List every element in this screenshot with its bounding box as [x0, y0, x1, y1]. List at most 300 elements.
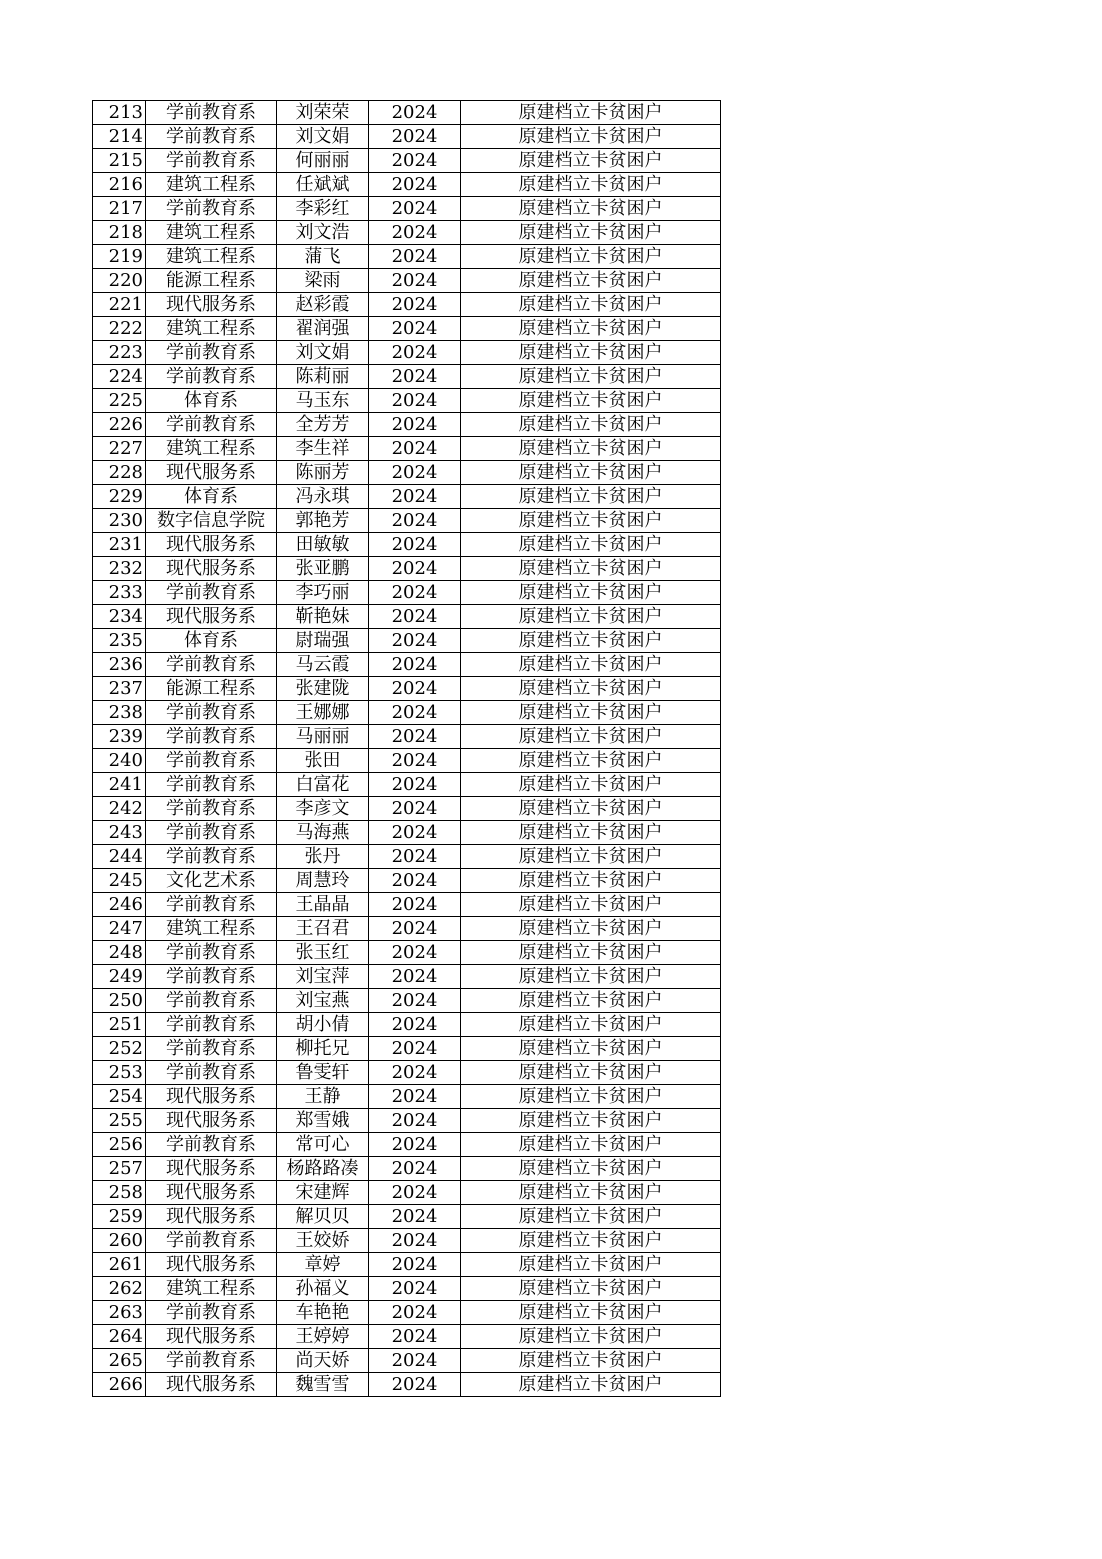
table-row [93, 1061, 721, 1085]
year-cell: 2024 [369, 1157, 461, 1181]
department-cell: 学前教育系 [146, 845, 277, 869]
table-row [93, 173, 721, 197]
table-row [93, 1301, 721, 1325]
year-cell: 2024 [369, 917, 461, 941]
table-row [93, 437, 721, 461]
student-name-cell: 刘荣荣 [277, 101, 369, 125]
student-name-cell: 郭艳芳 [277, 509, 369, 533]
department-cell: 现代服务系 [146, 293, 277, 317]
table-row [93, 989, 721, 1013]
table-row [93, 485, 721, 509]
aid-category-cell: 原建档立卡贫困户 [461, 797, 721, 821]
department-cell: 学前教育系 [146, 701, 277, 725]
student-name-cell: 王婷婷 [277, 1325, 369, 1349]
row-number-cell: 228 [93, 461, 146, 485]
aid-category-cell: 原建档立卡贫困户 [461, 365, 721, 389]
row-number-cell: 244 [93, 845, 146, 869]
row-number-cell: 217 [93, 197, 146, 221]
row-number-cell: 221 [93, 293, 146, 317]
year-cell: 2024 [369, 725, 461, 749]
year-cell: 2024 [369, 389, 461, 413]
year-cell: 2024 [369, 101, 461, 125]
year-cell: 2024 [369, 245, 461, 269]
department-cell: 学前教育系 [146, 653, 277, 677]
row-number-cell: 223 [93, 341, 146, 365]
row-number-cell: 253 [93, 1061, 146, 1085]
aid-category-cell: 原建档立卡贫困户 [461, 1109, 721, 1133]
table-row [93, 149, 721, 173]
year-cell: 2024 [369, 941, 461, 965]
aid-category-cell: 原建档立卡贫困户 [461, 1349, 721, 1373]
table-row [93, 1373, 721, 1397]
aid-category-cell: 原建档立卡贫困户 [461, 869, 721, 893]
year-cell: 2024 [369, 989, 461, 1013]
table-row [93, 1013, 721, 1037]
row-number-cell: 248 [93, 941, 146, 965]
row-number-cell: 226 [93, 413, 146, 437]
row-number-cell: 246 [93, 893, 146, 917]
row-number-cell: 263 [93, 1301, 146, 1325]
student-name-cell: 张建陇 [277, 677, 369, 701]
aid-category-cell: 原建档立卡贫困户 [461, 149, 721, 173]
table-row [93, 221, 721, 245]
year-cell: 2024 [369, 365, 461, 389]
aid-category-cell: 原建档立卡贫困户 [461, 749, 721, 773]
department-cell: 学前教育系 [146, 581, 277, 605]
department-cell: 建筑工程系 [146, 437, 277, 461]
department-cell: 建筑工程系 [146, 1277, 277, 1301]
student-name-cell: 李彦文 [277, 797, 369, 821]
table-row [93, 1229, 721, 1253]
row-number-cell: 249 [93, 965, 146, 989]
department-cell: 现代服务系 [146, 1205, 277, 1229]
department-cell: 学前教育系 [146, 989, 277, 1013]
student-name-cell: 王娜娜 [277, 701, 369, 725]
department-cell: 现代服务系 [146, 1253, 277, 1277]
student-name-cell: 王晶晶 [277, 893, 369, 917]
aid-category-cell: 原建档立卡贫困户 [461, 1037, 721, 1061]
row-number-cell: 247 [93, 917, 146, 941]
year-cell: 2024 [369, 1325, 461, 1349]
aid-category-cell: 原建档立卡贫困户 [461, 677, 721, 701]
student-name-cell: 周慧玲 [277, 869, 369, 893]
department-cell: 学前教育系 [146, 1229, 277, 1253]
row-number-cell: 252 [93, 1037, 146, 1061]
aid-category-cell: 原建档立卡贫困户 [461, 1325, 721, 1349]
aid-category-cell: 原建档立卡贫困户 [461, 1061, 721, 1085]
aid-category-cell: 原建档立卡贫困户 [461, 485, 721, 509]
year-cell: 2024 [369, 461, 461, 485]
department-cell: 现代服务系 [146, 605, 277, 629]
table-row [93, 845, 721, 869]
aid-category-cell: 原建档立卡贫困户 [461, 1301, 721, 1325]
student-name-cell: 刘宝燕 [277, 989, 369, 1013]
department-cell: 文化艺术系 [146, 869, 277, 893]
year-cell: 2024 [369, 341, 461, 365]
aid-category-cell: 原建档立卡贫困户 [461, 413, 721, 437]
table-row [93, 413, 721, 437]
row-number-cell: 266 [93, 1373, 146, 1397]
year-cell: 2024 [369, 581, 461, 605]
aid-category-cell: 原建档立卡贫困户 [461, 461, 721, 485]
department-cell: 学前教育系 [146, 1301, 277, 1325]
year-cell: 2024 [369, 821, 461, 845]
row-number-cell: 234 [93, 605, 146, 629]
row-number-cell: 220 [93, 269, 146, 293]
row-number-cell: 216 [93, 173, 146, 197]
aid-category-cell: 原建档立卡贫困户 [461, 1373, 721, 1397]
year-cell: 2024 [369, 221, 461, 245]
aid-category-cell: 原建档立卡贫困户 [461, 1205, 721, 1229]
student-name-cell: 尉瑞强 [277, 629, 369, 653]
year-cell: 2024 [369, 797, 461, 821]
student-name-cell: 梁雨 [277, 269, 369, 293]
aid-category-cell: 原建档立卡贫困户 [461, 341, 721, 365]
year-cell: 2024 [369, 1109, 461, 1133]
year-cell: 2024 [369, 1037, 461, 1061]
student-name-cell: 张丹 [277, 845, 369, 869]
department-cell: 学前教育系 [146, 1349, 277, 1373]
table-row [93, 1157, 721, 1181]
year-cell: 2024 [369, 869, 461, 893]
table-row [93, 317, 721, 341]
aid-category-cell: 原建档立卡贫困户 [461, 101, 721, 125]
department-cell: 学前教育系 [146, 1037, 277, 1061]
aid-category-cell: 原建档立卡贫困户 [461, 989, 721, 1013]
student-name-cell: 田敏敏 [277, 533, 369, 557]
department-cell: 体育系 [146, 485, 277, 509]
table-row [93, 245, 721, 269]
student-name-cell: 常可心 [277, 1133, 369, 1157]
aid-category-cell: 原建档立卡贫困户 [461, 389, 721, 413]
student-name-cell: 刘文娟 [277, 125, 369, 149]
year-cell: 2024 [369, 749, 461, 773]
student-name-cell: 李彩红 [277, 197, 369, 221]
row-number-cell: 231 [93, 533, 146, 557]
student-name-cell: 鲁雯轩 [277, 1061, 369, 1085]
student-name-cell: 李生祥 [277, 437, 369, 461]
department-cell: 学前教育系 [146, 125, 277, 149]
department-cell: 体育系 [146, 389, 277, 413]
aid-category-cell: 原建档立卡贫困户 [461, 1253, 721, 1277]
aid-category-cell: 原建档立卡贫困户 [461, 821, 721, 845]
table-row [93, 941, 721, 965]
row-number-cell: 242 [93, 797, 146, 821]
table-row [93, 605, 721, 629]
student-name-cell: 全芳芳 [277, 413, 369, 437]
aid-category-cell: 原建档立卡贫困户 [461, 317, 721, 341]
table-row [93, 773, 721, 797]
department-cell: 学前教育系 [146, 197, 277, 221]
row-number-cell: 245 [93, 869, 146, 893]
student-name-cell: 刘宝萍 [277, 965, 369, 989]
aid-category-cell: 原建档立卡贫困户 [461, 509, 721, 533]
student-name-cell: 冯永琪 [277, 485, 369, 509]
row-number-cell: 227 [93, 437, 146, 461]
table-row [93, 869, 721, 893]
aid-category-cell: 原建档立卡贫困户 [461, 605, 721, 629]
student-name-cell: 刘文娟 [277, 341, 369, 365]
year-cell: 2024 [369, 845, 461, 869]
student-name-cell: 宋建辉 [277, 1181, 369, 1205]
table-row [93, 1277, 721, 1301]
aid-category-cell: 原建档立卡贫困户 [461, 965, 721, 989]
table-row [93, 1133, 721, 1157]
roster-table-body [93, 101, 721, 1397]
year-cell: 2024 [369, 893, 461, 917]
row-number-cell: 224 [93, 365, 146, 389]
student-name-cell: 任斌斌 [277, 173, 369, 197]
table-row [93, 1325, 721, 1349]
student-roster-table [92, 100, 721, 1397]
student-name-cell: 马云霞 [277, 653, 369, 677]
year-cell: 2024 [369, 269, 461, 293]
aid-category-cell: 原建档立卡贫困户 [461, 893, 721, 917]
aid-category-cell: 原建档立卡贫困户 [461, 437, 721, 461]
table-row [93, 269, 721, 293]
department-cell: 学前教育系 [146, 149, 277, 173]
department-cell: 学前教育系 [146, 797, 277, 821]
department-cell: 建筑工程系 [146, 245, 277, 269]
year-cell: 2024 [369, 653, 461, 677]
department-cell: 现代服务系 [146, 1109, 277, 1133]
year-cell: 2024 [369, 173, 461, 197]
year-cell: 2024 [369, 1349, 461, 1373]
row-number-cell: 233 [93, 581, 146, 605]
aid-category-cell: 原建档立卡贫困户 [461, 701, 721, 725]
year-cell: 2024 [369, 293, 461, 317]
aid-category-cell: 原建档立卡贫困户 [461, 725, 721, 749]
department-cell: 学前教育系 [146, 365, 277, 389]
year-cell: 2024 [369, 1013, 461, 1037]
student-name-cell: 李巧丽 [277, 581, 369, 605]
row-number-cell: 235 [93, 629, 146, 653]
department-cell: 现代服务系 [146, 1373, 277, 1397]
student-name-cell: 陈丽芳 [277, 461, 369, 485]
row-number-cell: 236 [93, 653, 146, 677]
department-cell: 建筑工程系 [146, 221, 277, 245]
department-cell: 学前教育系 [146, 341, 277, 365]
department-cell: 学前教育系 [146, 1133, 277, 1157]
table-row [93, 1349, 721, 1373]
student-name-cell: 王召君 [277, 917, 369, 941]
row-number-cell: 219 [93, 245, 146, 269]
row-number-cell: 229 [93, 485, 146, 509]
student-name-cell: 刘文浩 [277, 221, 369, 245]
row-number-cell: 240 [93, 749, 146, 773]
year-cell: 2024 [369, 413, 461, 437]
department-cell: 学前教育系 [146, 773, 277, 797]
row-number-cell: 260 [93, 1229, 146, 1253]
student-name-cell: 马玉东 [277, 389, 369, 413]
department-cell: 能源工程系 [146, 677, 277, 701]
row-number-cell: 215 [93, 149, 146, 173]
year-cell: 2024 [369, 1085, 461, 1109]
table-row [93, 1205, 721, 1229]
table-row [93, 653, 721, 677]
row-number-cell: 232 [93, 557, 146, 581]
student-name-cell: 何丽丽 [277, 149, 369, 173]
table-row [93, 821, 721, 845]
year-cell: 2024 [369, 485, 461, 509]
department-cell: 能源工程系 [146, 269, 277, 293]
department-cell: 建筑工程系 [146, 317, 277, 341]
department-cell: 现代服务系 [146, 461, 277, 485]
year-cell: 2024 [369, 773, 461, 797]
student-name-cell: 马海燕 [277, 821, 369, 845]
row-number-cell: 256 [93, 1133, 146, 1157]
row-number-cell: 239 [93, 725, 146, 749]
row-number-cell: 218 [93, 221, 146, 245]
student-name-cell: 魏雪雪 [277, 1373, 369, 1397]
department-cell: 现代服务系 [146, 1325, 277, 1349]
row-number-cell: 264 [93, 1325, 146, 1349]
aid-category-cell: 原建档立卡贫困户 [461, 629, 721, 653]
table-row [93, 1181, 721, 1205]
row-number-cell: 222 [93, 317, 146, 341]
department-cell: 学前教育系 [146, 821, 277, 845]
year-cell: 2024 [369, 149, 461, 173]
year-cell: 2024 [369, 533, 461, 557]
table-row [93, 629, 721, 653]
student-name-cell: 张亚鹏 [277, 557, 369, 581]
table-row [93, 725, 721, 749]
year-cell: 2024 [369, 1229, 461, 1253]
table-row [93, 677, 721, 701]
aid-category-cell: 原建档立卡贫困户 [461, 269, 721, 293]
row-number-cell: 257 [93, 1157, 146, 1181]
year-cell: 2024 [369, 1253, 461, 1277]
row-number-cell: 250 [93, 989, 146, 1013]
department-cell: 学前教育系 [146, 101, 277, 125]
table-row [93, 1037, 721, 1061]
aid-category-cell: 原建档立卡贫困户 [461, 1277, 721, 1301]
year-cell: 2024 [369, 1133, 461, 1157]
row-number-cell: 254 [93, 1085, 146, 1109]
row-number-cell: 241 [93, 773, 146, 797]
student-name-cell: 陈莉丽 [277, 365, 369, 389]
year-cell: 2024 [369, 701, 461, 725]
aid-category-cell: 原建档立卡贫困户 [461, 533, 721, 557]
aid-category-cell: 原建档立卡贫困户 [461, 245, 721, 269]
year-cell: 2024 [369, 1373, 461, 1397]
table-row [93, 701, 721, 725]
year-cell: 2024 [369, 197, 461, 221]
department-cell: 数字信息学院 [146, 509, 277, 533]
student-name-cell: 解贝贝 [277, 1205, 369, 1229]
aid-category-cell: 原建档立卡贫困户 [461, 1157, 721, 1181]
student-name-cell: 杨路路凑 [277, 1157, 369, 1181]
row-number-cell: 230 [93, 509, 146, 533]
aid-category-cell: 原建档立卡贫困户 [461, 125, 721, 149]
student-name-cell: 靳艳妹 [277, 605, 369, 629]
aid-category-cell: 原建档立卡贫困户 [461, 1013, 721, 1037]
student-name-cell: 胡小倩 [277, 1013, 369, 1037]
student-name-cell: 孙福义 [277, 1277, 369, 1301]
aid-category-cell: 原建档立卡贫困户 [461, 581, 721, 605]
student-name-cell: 尚天娇 [277, 1349, 369, 1373]
department-cell: 建筑工程系 [146, 917, 277, 941]
table-row [93, 581, 721, 605]
student-name-cell: 翟润强 [277, 317, 369, 341]
student-name-cell: 蒲飞 [277, 245, 369, 269]
row-number-cell: 265 [93, 1349, 146, 1373]
department-cell: 学前教育系 [146, 749, 277, 773]
table-row [93, 917, 721, 941]
student-name-cell: 王静 [277, 1085, 369, 1109]
student-name-cell: 郑雪娥 [277, 1109, 369, 1133]
department-cell: 现代服务系 [146, 557, 277, 581]
aid-category-cell: 原建档立卡贫困户 [461, 941, 721, 965]
aid-category-cell: 原建档立卡贫困户 [461, 1133, 721, 1157]
row-number-cell: 214 [93, 125, 146, 149]
year-cell: 2024 [369, 437, 461, 461]
row-number-cell: 237 [93, 677, 146, 701]
table-row [93, 101, 721, 125]
student-name-cell: 赵彩霞 [277, 293, 369, 317]
table-row [93, 509, 721, 533]
department-cell: 学前教育系 [146, 941, 277, 965]
row-number-cell: 251 [93, 1013, 146, 1037]
table-row [93, 1253, 721, 1277]
table-row [93, 965, 721, 989]
department-cell: 学前教育系 [146, 965, 277, 989]
table-row [93, 1109, 721, 1133]
year-cell: 2024 [369, 317, 461, 341]
department-cell: 现代服务系 [146, 1157, 277, 1181]
aid-category-cell: 原建档立卡贫困户 [461, 221, 721, 245]
department-cell: 现代服务系 [146, 533, 277, 557]
student-name-cell: 王姣娇 [277, 1229, 369, 1253]
student-name-cell: 马丽丽 [277, 725, 369, 749]
year-cell: 2024 [369, 1301, 461, 1325]
row-number-cell: 255 [93, 1109, 146, 1133]
table-row [93, 1085, 721, 1109]
table-row [93, 461, 721, 485]
aid-category-cell: 原建档立卡贫困户 [461, 845, 721, 869]
aid-category-cell: 原建档立卡贫困户 [461, 1181, 721, 1205]
year-cell: 2024 [369, 629, 461, 653]
department-cell: 学前教育系 [146, 725, 277, 749]
year-cell: 2024 [369, 509, 461, 533]
row-number-cell: 243 [93, 821, 146, 845]
row-number-cell: 238 [93, 701, 146, 725]
row-number-cell: 259 [93, 1205, 146, 1229]
aid-category-cell: 原建档立卡贫困户 [461, 653, 721, 677]
aid-category-cell: 原建档立卡贫困户 [461, 773, 721, 797]
student-name-cell: 车艳艳 [277, 1301, 369, 1325]
table-row [93, 749, 721, 773]
student-name-cell: 张玉红 [277, 941, 369, 965]
year-cell: 2024 [369, 125, 461, 149]
year-cell: 2024 [369, 605, 461, 629]
row-number-cell: 225 [93, 389, 146, 413]
table-row [93, 293, 721, 317]
aid-category-cell: 原建档立卡贫困户 [461, 173, 721, 197]
student-name-cell: 章婷 [277, 1253, 369, 1277]
department-cell: 学前教育系 [146, 1061, 277, 1085]
table-row [93, 341, 721, 365]
table-row [93, 389, 721, 413]
year-cell: 2024 [369, 677, 461, 701]
table-row [93, 197, 721, 221]
table-row [93, 533, 721, 557]
aid-category-cell: 原建档立卡贫困户 [461, 1229, 721, 1253]
department-cell: 学前教育系 [146, 893, 277, 917]
row-number-cell: 213 [93, 101, 146, 125]
student-name-cell: 白富花 [277, 773, 369, 797]
aid-category-cell: 原建档立卡贫困户 [461, 1085, 721, 1109]
